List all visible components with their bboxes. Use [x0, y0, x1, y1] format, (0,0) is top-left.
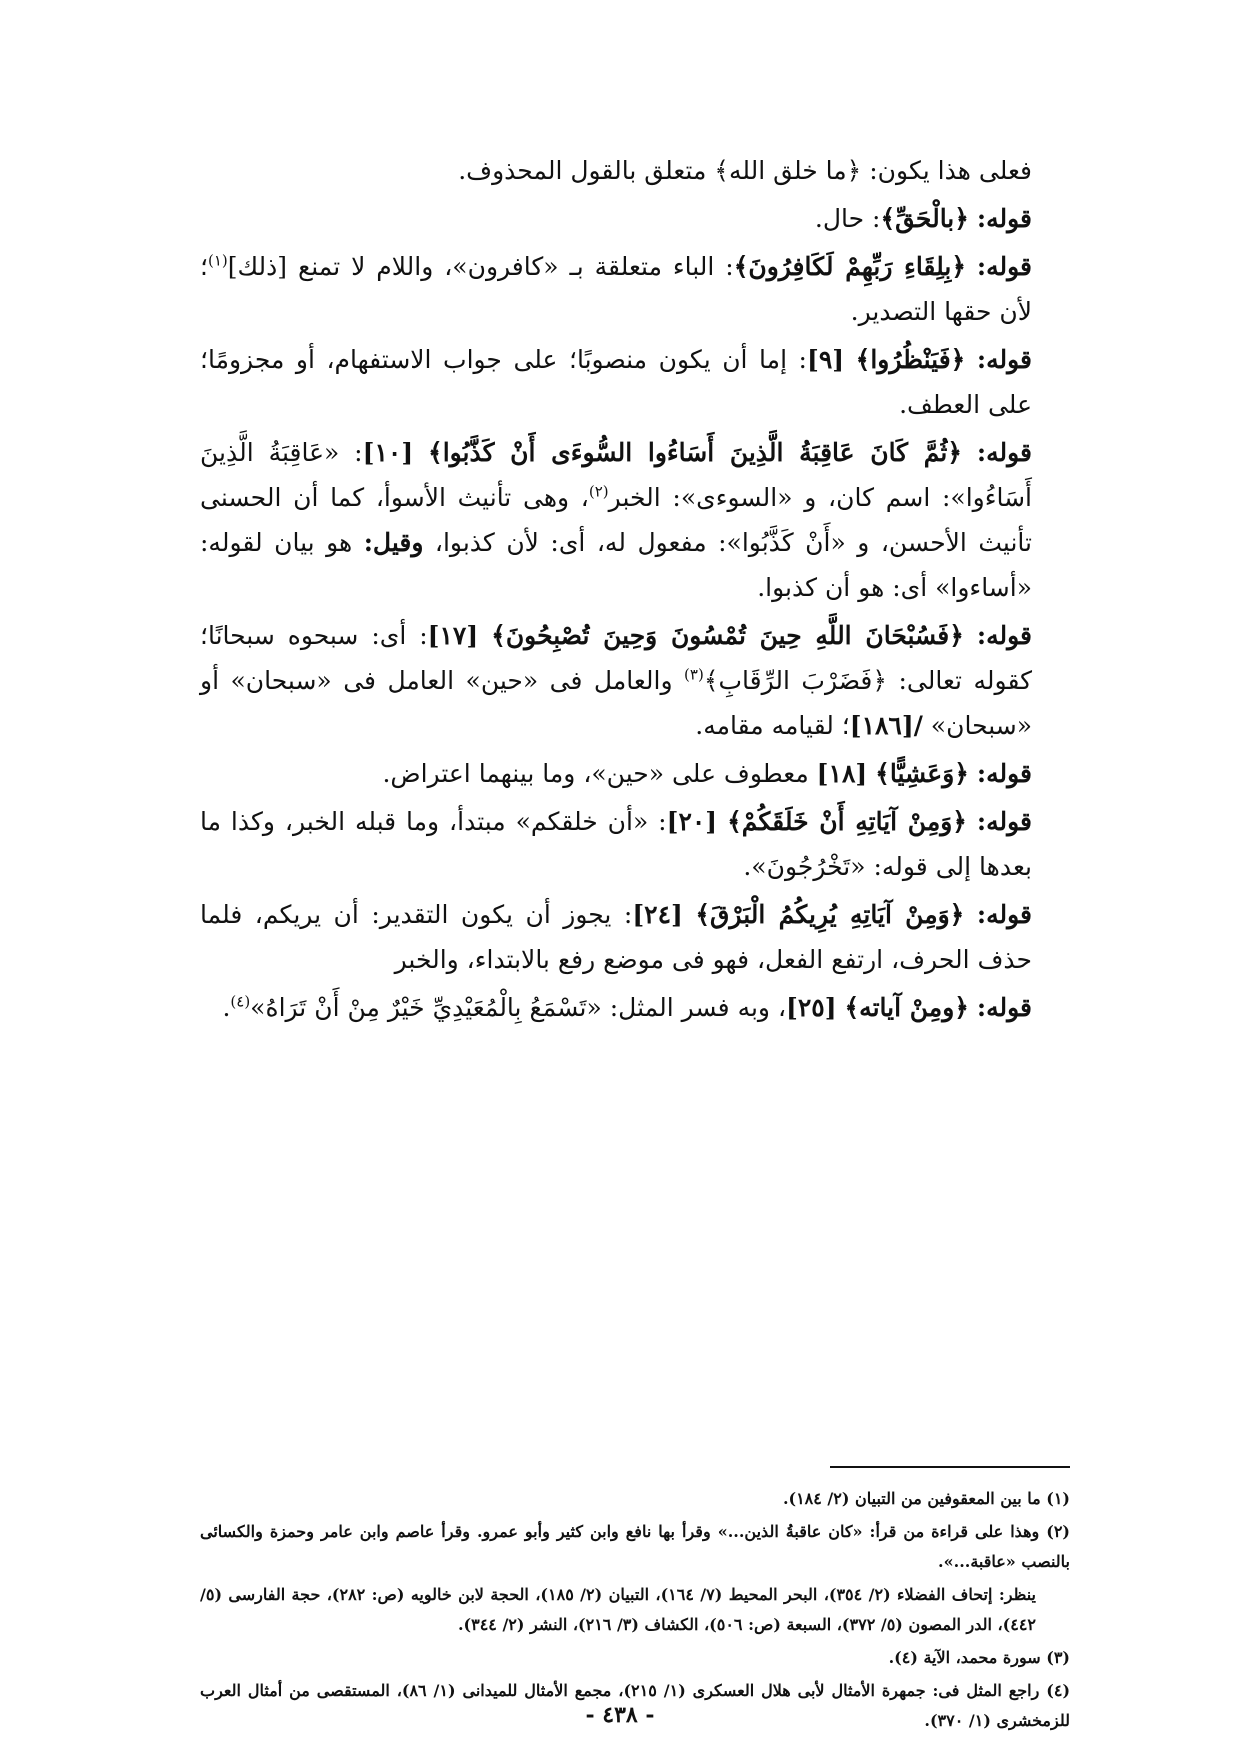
quran-quote: ﴿وَعَشِيًّا﴾	[875, 759, 969, 788]
qawluh-label: قوله:	[976, 438, 1032, 467]
footnote-2: (٢) وهذا على قراءة من قرأ: «كان عاقبةُ الذين...» وقرأ بها نافع وابن كثير وأبو عمرو. وقرأ عاصم وابن عامر وحمزة والكسائى بالنصب «عاقبة...».	[200, 1522, 1070, 1571]
paragraph-7	[200, 751, 1070, 796]
qawluh-label: قوله:	[976, 252, 1032, 281]
footnote-1: (١) ما بين المعقوفين من التبيان (٢/ ١٨٤).	[782, 1489, 1070, 1508]
commentary: : «عَاقِبَةُ الَّذِينَ أَسَاءُوا»: اسم كان، و «السوءى»: الخبر	[200, 438, 1032, 512]
commentary: معطوف على «حين»، وما بينهما اعتراض.	[382, 759, 817, 788]
qawluh-label: قوله:	[976, 993, 1032, 1022]
commentary: : أى: سبحوه سبحانًا؛ كقوله تعالى: ﴿فَضَرْبَ الرِّقَابِ﴾	[200, 621, 1032, 695]
commentary: : يجوز أن يكون التقدير: أن يريكم، فلما حذف الحرف، ارتفع الفعل، فهو فى موضع رفع بالابتداء، والخبر	[200, 900, 1032, 974]
qawluh-label: قوله:	[976, 759, 1032, 788]
main-text	[200, 148, 1070, 1033]
verse-number: [٢٤]	[632, 900, 683, 929]
quran-quote: ﴿ثُمَّ كَانَ عَاقِبَةُ الَّذِينَ أَسَاءُوا السُّوءَى أَنْ كَذَّبُوا﴾	[428, 438, 962, 467]
footnote-marker[interactable]: (٣)	[684, 665, 704, 684]
commentary: : إما أن يكون منصوبًا؛ على جواب الاستفهام، أو مجزومًا؛ على العطف.	[200, 345, 1032, 419]
quran-quote: ﴿فَسُبْحَانَ اللَّهِ حِينَ تُمْسُونَ وَحِينَ تُصْبِحُونَ﴾	[491, 621, 964, 650]
commentary: .	[222, 993, 231, 1022]
commentary: : «أن خلقكم» مبتدأ، وما قبله الخبر، وكذا ما بعدها إلى قوله: «تَخْرُجُونَ».	[200, 807, 1032, 881]
paragraph-3	[200, 244, 1070, 334]
paragraph-10	[200, 985, 1070, 1030]
paragraph-1	[200, 148, 1070, 193]
quran-quote: ﴿فَيَنْظُرُوا﴾	[855, 345, 966, 374]
quran-quote: ﴿وَمِنْ آيَاتِهِ يُرِيكُمُ الْبَرْقَ﴾	[695, 900, 965, 929]
commentary: هو بيان لقوله: «أساءوا» أى: هو أن كذبوا.	[200, 528, 1032, 602]
footnotes	[200, 1484, 1070, 1739]
page-number: - ٤٣٨ -	[585, 1702, 655, 1728]
paragraph-8	[200, 799, 1070, 889]
footnote-4: (٤) راجع المثل فى: جمهرة الأمثال لأبى هلال العسكرى (١/ ٢١٥)، مجمع الأمثال للميدانى (١/ ٨٦)، المستقصى من أمثال العرب للزمخشرى (١/ ٣٧٠).	[200, 1681, 1071, 1730]
footnote-marker[interactable]: (٤)	[230, 992, 251, 1011]
qil-label: وقيل:	[363, 528, 424, 557]
paragraph-2	[200, 196, 1070, 241]
quran-quote: ﴿وَمِنْ آيَاتِهِ أَنْ خَلَقَكُمْ﴾	[727, 807, 967, 836]
qawluh-label: قوله:	[976, 900, 1032, 929]
paragraph-6	[200, 613, 1070, 748]
footnote-separator	[830, 1466, 1070, 1468]
footnote-marker[interactable]: (١)	[207, 251, 228, 270]
qawluh-label: قوله:	[976, 204, 1032, 233]
commentary: : حال.	[814, 204, 881, 233]
paragraph-9	[200, 892, 1070, 982]
quran-quote: ﴿بِلِقَاءِ رَبِّهِمْ لَكَافِرُونَ﴾	[733, 252, 966, 281]
commentary: : الباء متعلقة بـ «كافرون»، واللام لا تمنع [ذلك]	[227, 252, 734, 281]
footnote-3: (٣) سورة محمد، الآية (٤).	[888, 1648, 1070, 1667]
footnote-2-references: ينظر: إتحاف الفضلاء (٢/ ٣٥٤)، البحر المحيط (٧/ ١٦٤)، التبيان (٢/ ١٨٥)، الحجة لابن خالويه (ص: ٢٨٢)، حجة الفارسى (٥/ ٤٤٢)، الدر المصون (٥/ ٣٧٢)، السبعة (ص: ٥٠٦)، الكشاف (٣/ ٢١٦)، النشر (٢/ ٣٤٤).	[200, 1585, 1036, 1634]
verse-number: [١٨]	[816, 759, 868, 788]
verse-number: [٢٥]	[786, 993, 837, 1022]
paragraph-4	[200, 337, 1070, 427]
verse-number: [١٧]	[427, 621, 479, 650]
commentary: ، وهى تأنيث الأسوأ، كما أن الحسنى تأنيث الأحسن، و «أَنْ كَذَّبُوا»: مفعول له، أى: لأن كذبوا،	[200, 483, 1032, 557]
verse-number: [١٠]	[362, 438, 414, 467]
quran-quote: ﴿ومِنْ آياته﴾	[844, 993, 969, 1022]
qawluh-label: قوله:	[976, 807, 1032, 836]
footnote-marker[interactable]: (٢)	[588, 482, 609, 501]
paragraph-5	[200, 430, 1070, 610]
commentary: ؛ لأن حقها التصدير.	[200, 252, 1032, 326]
qawluh-label: قوله:	[976, 345, 1033, 374]
manuscript-folio: /[١٨٦]	[849, 711, 923, 740]
qawluh-label: قوله:	[976, 621, 1033, 650]
verse-number: [٩]	[806, 345, 845, 374]
commentary: ، وبه فسر المثل: «تَسْمَعُ بِالْمُعَيْدِيِّ خَيْرٌ مِنْ أَنْ تَرَاهُ»	[250, 993, 787, 1022]
commentary: ؛ لقيامه مقامه.	[695, 711, 850, 740]
verse-number: [٢٠]	[666, 807, 718, 836]
commentary: والعامل فى «حين» العامل فى «سبحان» أو «سبحان»	[200, 666, 1032, 740]
quran-quote: ﴿بالْحَقِّ﴾	[880, 204, 969, 233]
text-line: فعلى هذا يكون: ﴿ما خلق الله﴾ متعلق بالقول المحذوف.	[458, 156, 1032, 185]
